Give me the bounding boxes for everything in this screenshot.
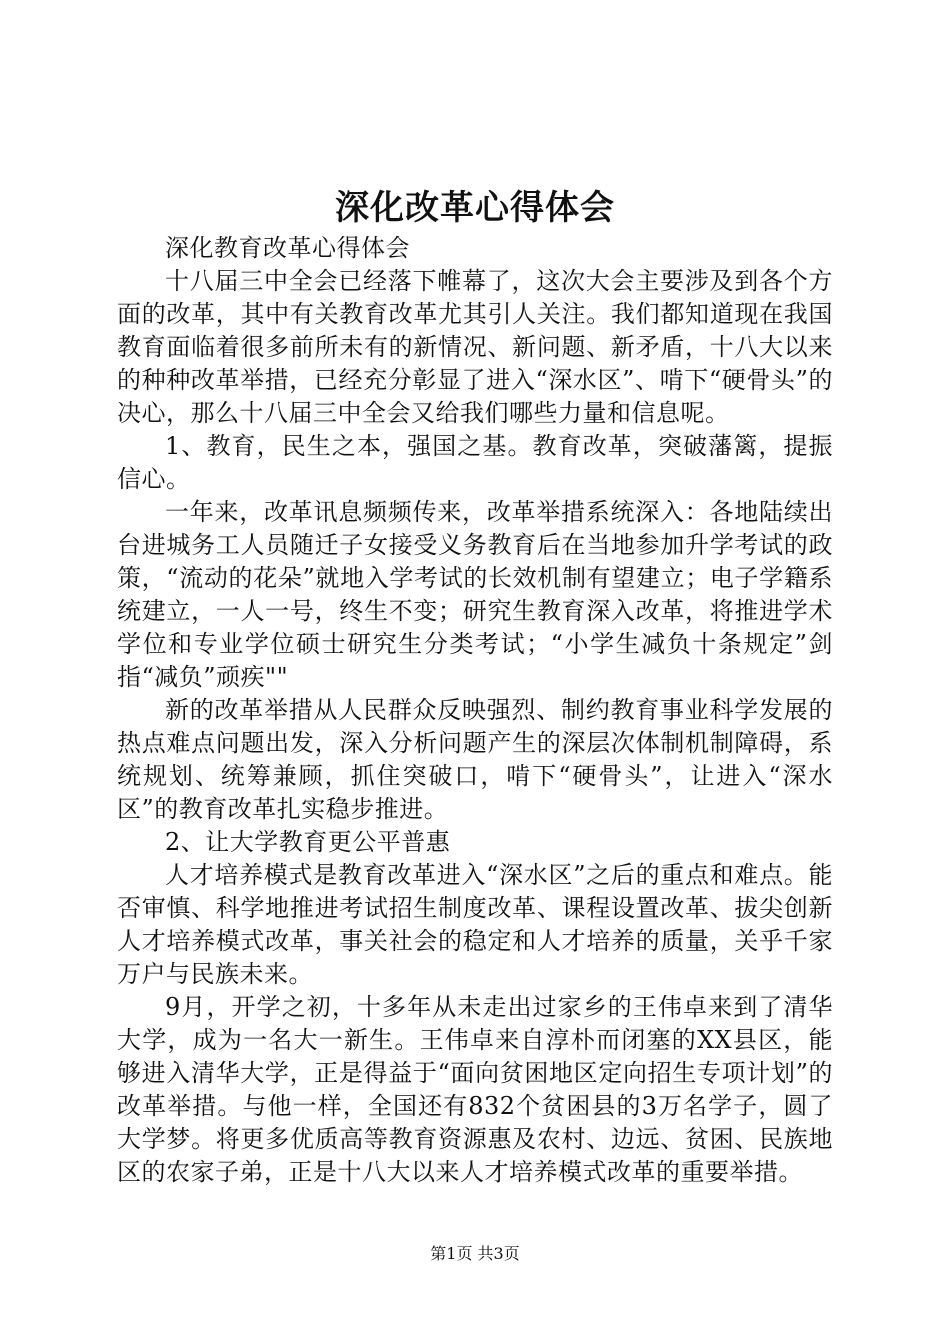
paragraph-september-story: 9月，开学之初，十多年从未走出过家乡的王伟卓来到了清华大学，成为一名大一新生。王伟卓来自淳朴而闭塞的XX县区，能够进入清华大学，正是得益于“面向贫困地区定向招生专项计划”的改革举措。与他一样，全国还有832个贫困县的3万名学子，圆了大学梦。将更多优质高等教育资源惠及农村、边远、贫困、民族地区的农家子弟，正是十八大以来人才培养模式改革的重要举措。 <box>117 993 833 1186</box>
paragraph-heading-1: 1、教育，民生之本，强国之基。教育改革，突破藩篱，提振信心。 <box>117 432 833 493</box>
document-title: 深化改革心得体会 <box>335 188 615 228</box>
paragraph-talent-model: 人才培养模式是教育改革进入“深水区”之后的重点和难点。能否审慎、科学地推进考试招生制度改革、课程设置改革、拔尖创新人才培养模式改革，事关社会的稳定和人才培养的质量，关乎千家万户与民族未来。 <box>117 861 833 988</box>
paragraph-new-measures: 新的改革举措从人民群众反映强烈、制约教育事业科学发展的热点难点问题出发，深入分析问题产生的深层次体制机制障碍，系统规划、统筹兼顾，抓住突破口，啃下“硬骨头”，让进入“深水区”的教育改革扎实稳步推进。 <box>117 696 833 823</box>
paragraph-intro: 十八届三中全会已经落下帷幕了，这次大会主要涉及到各个方面的改革，其中有关教育改革尤其引人关注。我们都知道现在我国教育面临着很多前所未有的新情况、新问题、新矛盾，十八大以来的种种改革举措，已经充分彰显了进入“深水区”、啃下“硬骨头”的决心，那么十八届三中全会又给我们哪些力量和信息呢。 <box>117 267 833 427</box>
document-body <box>117 232 833 1189</box>
paragraph-heading-2: 2、让大学教育更公平普惠 <box>165 828 451 856</box>
paragraph-subtitle: 深化教育改革心得体会 <box>165 234 410 262</box>
paragraph-reform-news: 一年来，改革讯息频频传来，改革举措系统深入：各地陆续出台进城务工人员随迁子女接受义务教育后在当地参加升学考试的政策，“流动的花朵”就地入学考试的长效机制有望建立；电子学籍系统建立，一人一号，终生不变；研究生教育深入改革，将推进学术学位和专业学位硕士研究生分类考试；“小学生减负十条规定”剑指“减负”顽疾"" <box>117 498 833 691</box>
page-number-footer: 第1页 共3页 <box>430 1244 520 1263</box>
